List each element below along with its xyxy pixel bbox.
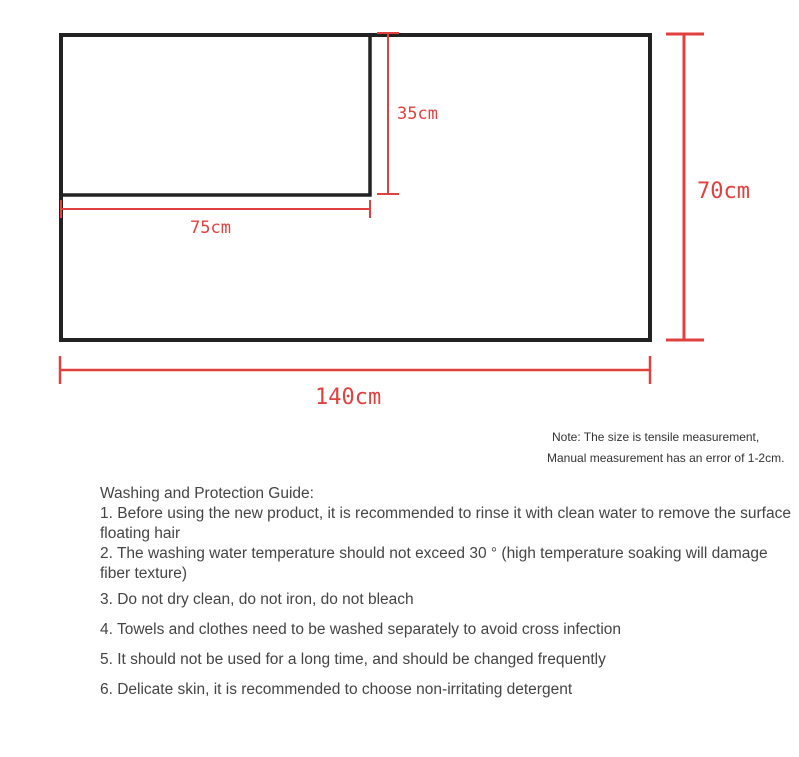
guide-item: 4. Towels and clothes need to be washed separately to avoid cross infection xyxy=(100,621,622,638)
washing-guide xyxy=(100,484,795,700)
note-line-2: Manual measurement has an error of 1-2cm. xyxy=(547,451,785,465)
note-line-1: Note: The size is tensile measurement, xyxy=(552,430,760,444)
small-width-dimension xyxy=(61,200,370,218)
guide-item: 5. It should not be used for a long time, and should be changed frequently xyxy=(100,651,606,668)
large-height-label: 70cm xyxy=(697,179,750,204)
large-width-label: 140cm xyxy=(315,385,382,410)
small-height-label: 35cm xyxy=(397,104,438,124)
guide-item: 6. Delicate skin, it is recommended to choose non-irritating detergent xyxy=(100,681,573,698)
guide-title: Washing and Protection Guide: xyxy=(100,485,314,502)
large-width-dimension xyxy=(60,356,650,384)
small-height-dimension xyxy=(377,33,399,194)
small-towel-outline xyxy=(61,35,370,195)
guide-item: 2. The washing water temperature should not exceed 30 ° (high temperature soaking will damage fiber texture) xyxy=(100,545,768,582)
large-towel-outline xyxy=(61,35,650,340)
guide-item: 1. Before using the new product, it is recommended to rinse it with clean water to remove the surface floating hair xyxy=(100,505,791,542)
small-width-label: 75cm xyxy=(190,218,231,238)
guide-item: 3. Do not dry clean, do not iron, do not bleach xyxy=(100,591,414,608)
